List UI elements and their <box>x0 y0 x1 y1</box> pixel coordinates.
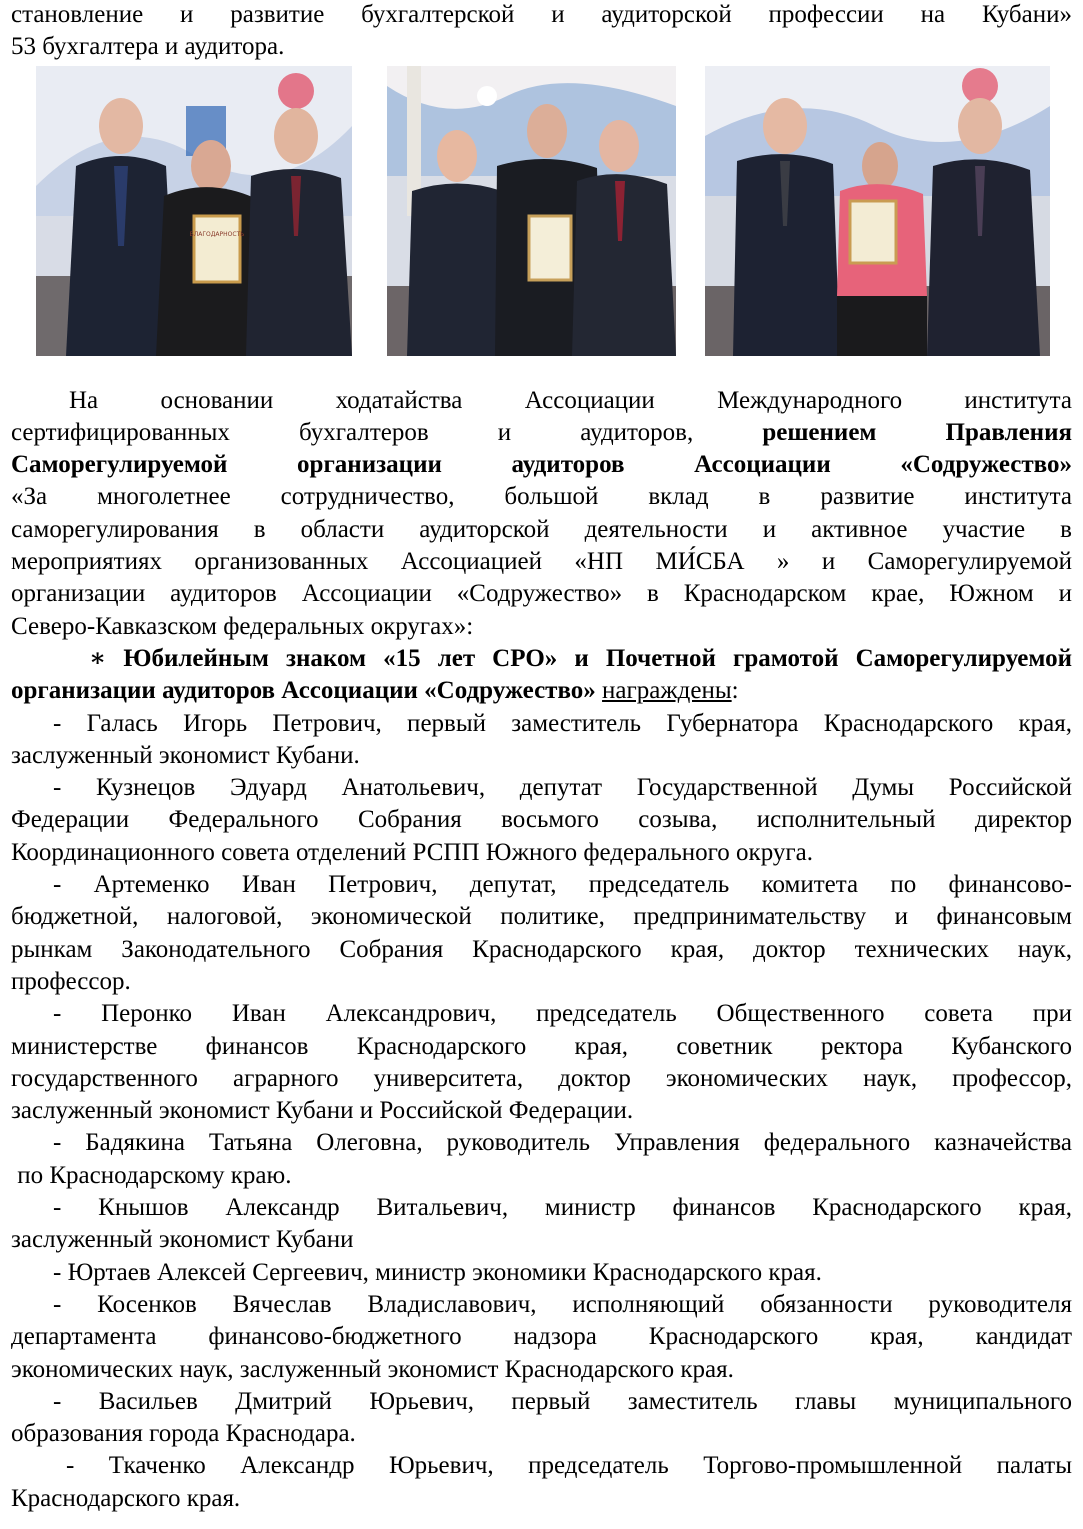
recipient-list <box>11 708 1072 1515</box>
svg-text:БЛАГОДАРНОСТЬ: БЛАГОДАРНОСТЬ <box>189 230 245 238</box>
recipient-3-line-3: рынкам Законодательного Собрания Краснодарского края, доктор технических наук, <box>11 935 1072 963</box>
document-page <box>11 0 1072 1515</box>
para1-line-2-text: сертифицированных бухгалтеров и аудиторов, <box>11 418 694 446</box>
recipient-5-line-1: - Бадякина Татьяна Олеговна, руководитель Управления федерального казначейства <box>53 1129 1072 1157</box>
recipient-8-line-3: экономических наук, заслуженный экономист Краснодарского края. <box>11 1355 734 1383</box>
award-line-1: ∗ Юбилейным знаком «15 лет СРО» и Почетной грамотой Саморегулируемой <box>89 644 1072 672</box>
awarded-label: награждены <box>602 677 732 705</box>
award-line-2-text: организации аудиторов Ассоциации «Содружество» <box>11 677 596 705</box>
photo-row <box>11 64 1072 370</box>
recipient-7-line-1: - Юртаев Алексей Сергеевич, министр экономики Краснодарского края. <box>53 1258 822 1286</box>
recipient-10-line-2: Краснодарского края. <box>11 1484 241 1512</box>
para1-line-2 <box>11 417 1072 449</box>
intro-line-1: становление и развитие бухгалтерской и аудиторской профессии на Кубани» <box>11 1 1072 28</box>
recipient-4-line-4: заслуженный экономист Кубани и Российской Федерации. <box>11 1097 634 1125</box>
recipient-6-line-1: - Кнышов Александр Витальевич, министр финансов Краснодарского края, <box>53 1194 1072 1222</box>
recipient-5-line-2: по Краснодарскому краю. <box>11 1161 292 1189</box>
recipient-4-line-2: министерстве финансов Краснодарского края, советник ректора Кубанского <box>11 1032 1072 1060</box>
para1-line-5: саморегулирования в области аудиторской деятельности и активное участие в <box>11 515 1072 543</box>
recipient-4-line-3: государственного аграрного университета, доктор экономических наук, профессор, <box>11 1064 1072 1092</box>
intro-line-2: 53 бухгалтера и аудитора. <box>11 33 285 61</box>
recipient-10-line-1: - Ткаченко Александр Юрьевич, председатель Торгово-промышленной палаты <box>66 1452 1072 1480</box>
recipient-9-line-2: образования города Краснодара. <box>11 1420 356 1448</box>
recipient-1-line-2: заслуженный экономист Кубани. <box>11 741 360 769</box>
award-photo-1 <box>36 66 352 356</box>
recipient-4-line-1: - Перонко Иван Александрович, председатель Общественного совета при <box>53 1000 1072 1028</box>
recipient-2-line-3: Координационного совета отделений РСПП Южного федерального округа. <box>11 838 813 866</box>
decision-label: решением Правления <box>762 418 1073 446</box>
para1-line-4: «За многолетнее сотрудничество, большой вклад в развитие института <box>11 483 1072 511</box>
para1-line-1: На основании ходатайства Ассоциации Международного института <box>69 386 1072 414</box>
para1-line-3: Саморегулируемой организации аудиторов Ассоциации «Содружество» <box>11 451 1072 479</box>
recipient-3-line-4: профессор. <box>11 967 131 995</box>
recipient-8-line-1: - Косенков Вячеслав Владиславович, исполняющий обязанности руководителя <box>53 1290 1072 1318</box>
recipient-2-line-1: - Кузнецов Эдуард Анатольевич, депутат Государственной Думы Российской <box>53 774 1072 802</box>
recipient-8-line-2: департамента финансово-бюджетного надзора Краснодарского края, кандидат <box>11 1323 1072 1351</box>
award-photo-2 <box>387 66 676 356</box>
para1-line-8: Северо-Кавказском федеральных округах»: <box>11 612 474 640</box>
award-line-2 <box>11 675 1072 707</box>
para1-line-7: организации аудиторов Ассоциации «Содружество» в Краснодарском крае, Южном и <box>11 580 1072 608</box>
recipient-1-line-1: - Галась Игорь Петрович, первый заместитель Губернатора Краснодарского края, <box>53 709 1072 737</box>
recipient-2-line-2: Федерации Федерального Собрания восьмого созыва, исполнительный директор <box>11 806 1072 834</box>
recipient-9-line-1: - Васильев Дмитрий Юрьевич, первый заместитель главы муниципального <box>53 1387 1072 1415</box>
award-photo-3 <box>705 66 1050 356</box>
para1-line-6: мероприятиях организованных Ассоциацией «НП МИ́СБА » и Саморегулируемой <box>11 548 1072 576</box>
recipient-3-line-2: бюджетной, налоговой, экономической политике, предпринимательству и финансовым <box>11 903 1072 931</box>
awarded-colon: : <box>731 677 739 705</box>
recipient-6-line-2: заслуженный экономист Кубани <box>11 1226 354 1254</box>
recipient-3-line-1: - Артеменко Иван Петрович, депутат, председатель комитета по финансово- <box>53 871 1072 899</box>
